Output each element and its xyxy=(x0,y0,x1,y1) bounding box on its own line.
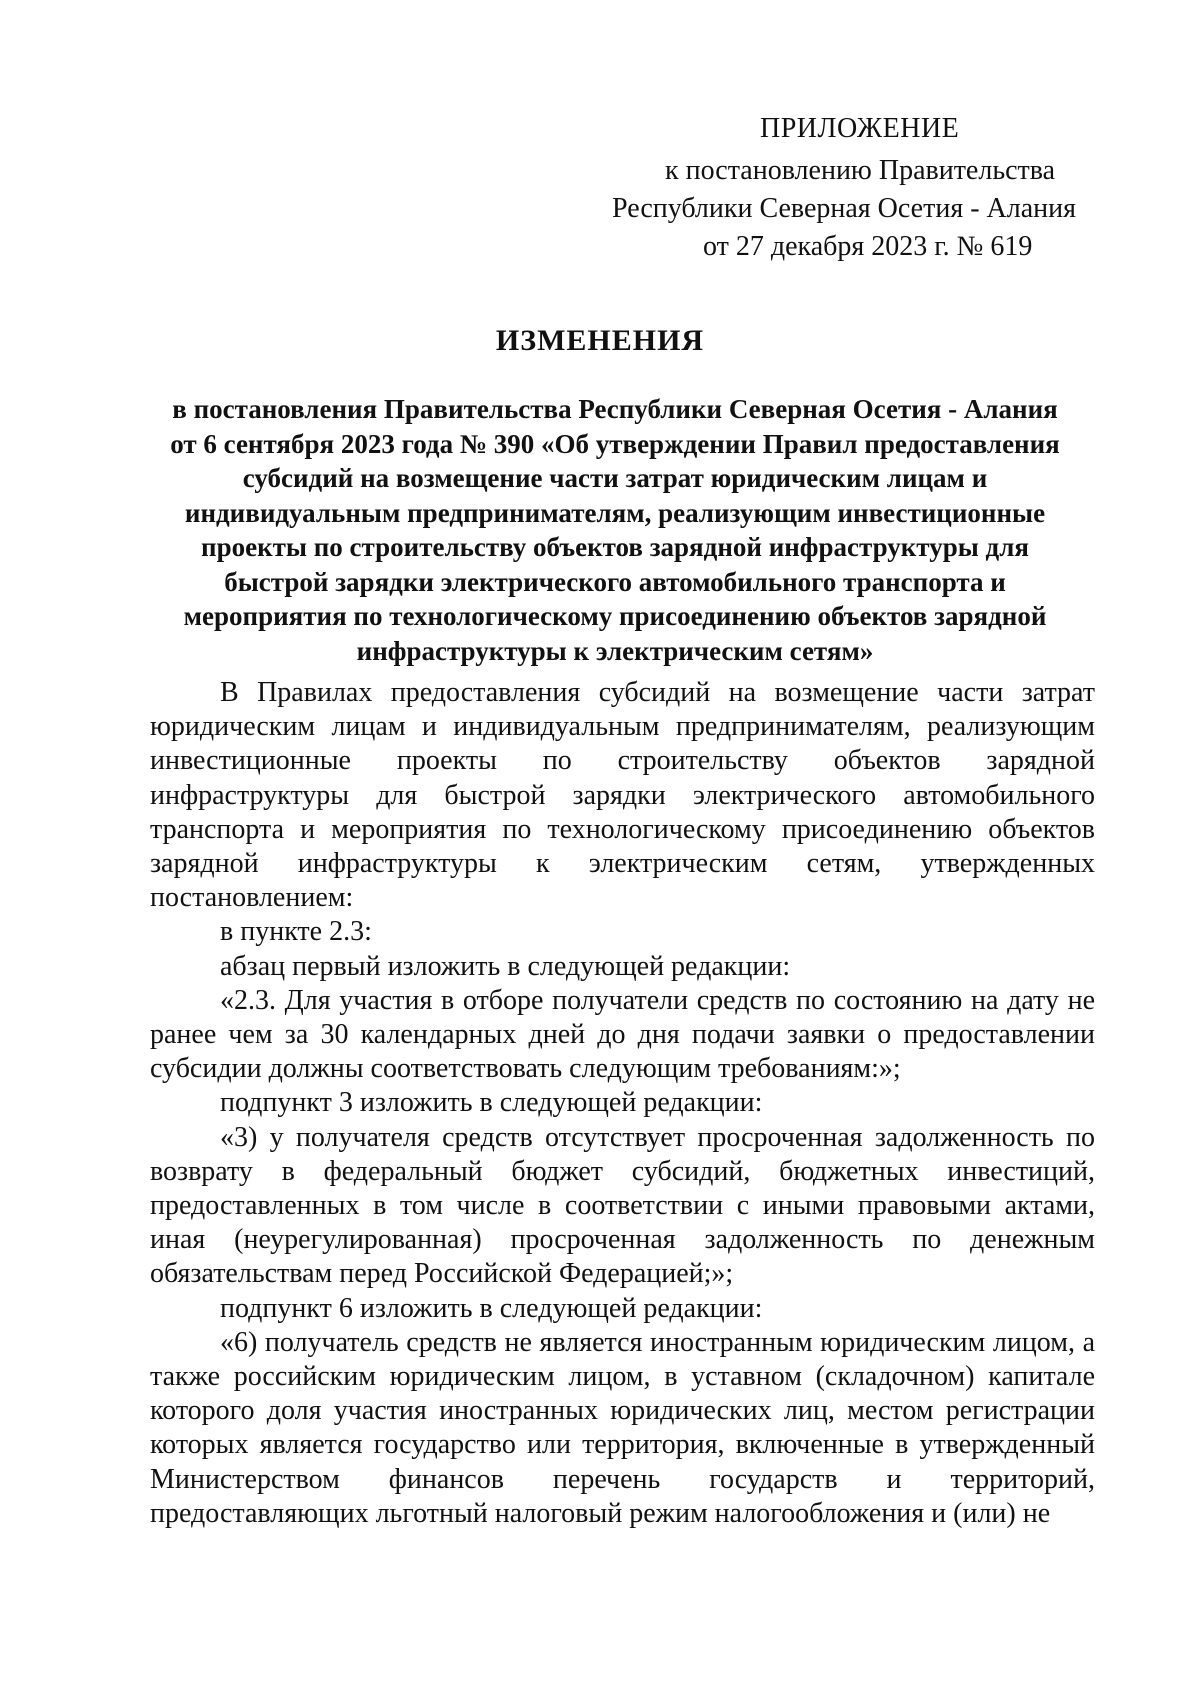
body-paragraph: «3) у получателя средств отсутствует просроченная задолженность по возврату в федеральный бюджет субсидий, бюджетных инвестиций, предоставленных в том числе в соответствии с иными правовыми актами, иная (неурегулированная) просроченная задолженность по денежным обязательствам перед Российской Федерацией;»; xyxy=(150,1121,1095,1290)
subtitle-line: от 6 сентября 2023 года № 390 «Об утверждении Правил предоставления xyxy=(170,428,1060,459)
document-subtitle xyxy=(150,392,1080,668)
appendix-line-1: к постановлению Правительства xyxy=(665,155,1056,186)
subtitle-line: проекты по строительству объектов зарядной инфраструктуры для xyxy=(201,532,1029,562)
body-paragraph: «6) получатель средств не является иностранным юридическим лицом, а также российским юридическим лицом, в уставном (складочном) капитале которого доля участия иностранных юридических лиц, местом регистрации которых является государство или территория, включенные в утвержденный Министерством финансов перечень государств и территорий, предоставляющих льготный налоговый режим налогообложения и (или) не xyxy=(150,1326,1095,1529)
body-paragraph: абзац первый изложить в следующей редакции: xyxy=(220,950,791,982)
subtitle-line: субсидий на возмещение части затрат юридическим лицам и xyxy=(242,463,988,493)
body-paragraph: подпункт 3 изложить в следующей редакции: xyxy=(220,1087,763,1119)
body-paragraph: «2.3. Для участия в отборе получатели средств по состоянию на дату не ранее чем за 30 календарных дней до дня подачи заявки о предоставлении субсидии должны соответствовать следующим требованиям:»; xyxy=(150,984,1095,1085)
body-paragraph: подпункт 6 изложить в следующей редакции: xyxy=(220,1292,763,1324)
subtitle-line: мероприятия по технологическому присоединению объектов зарядной xyxy=(183,601,1047,631)
subtitle-line: инфраструктуры к электрическим сетям» xyxy=(356,635,874,666)
document-body xyxy=(150,676,1095,1531)
subtitle-line: индивидуальным предпринимателям, реализующим инвестиционные xyxy=(184,497,1046,528)
appendix-title: ПРИЛОЖЕНИЕ xyxy=(760,113,960,144)
body-paragraph: в пункте 2.3: xyxy=(220,916,372,948)
subtitle-line: быстрой зарядки электрического автомобильного транспорта и xyxy=(224,566,1006,597)
document-title: ИЗМЕНЕНИЯ xyxy=(495,324,705,357)
body-paragraph: В Правилах предоставления субсидий на возмещение части затрат юридическим лицам и индивидуальным предпринимателям, реализующим инвестиционные проекты по строительству объектов зарядной инфраструктуры для быстрой зарядки электрического автомобильного транспорта и мероприятия по технологическому присоединению объектов зарядной инфраструктуры к электрическим сетям, утвержденных постановлением: xyxy=(150,677,1095,914)
appendix-line-3: от 27 декабря 2023 г. № 619 xyxy=(703,231,1033,262)
subtitle-line: в постановления Правительства Республики Северная Осетия - Алания xyxy=(172,394,1058,424)
appendix-line-2: Республики Северная Осетия - Алания xyxy=(612,193,1076,224)
appendix-header xyxy=(600,110,1100,266)
